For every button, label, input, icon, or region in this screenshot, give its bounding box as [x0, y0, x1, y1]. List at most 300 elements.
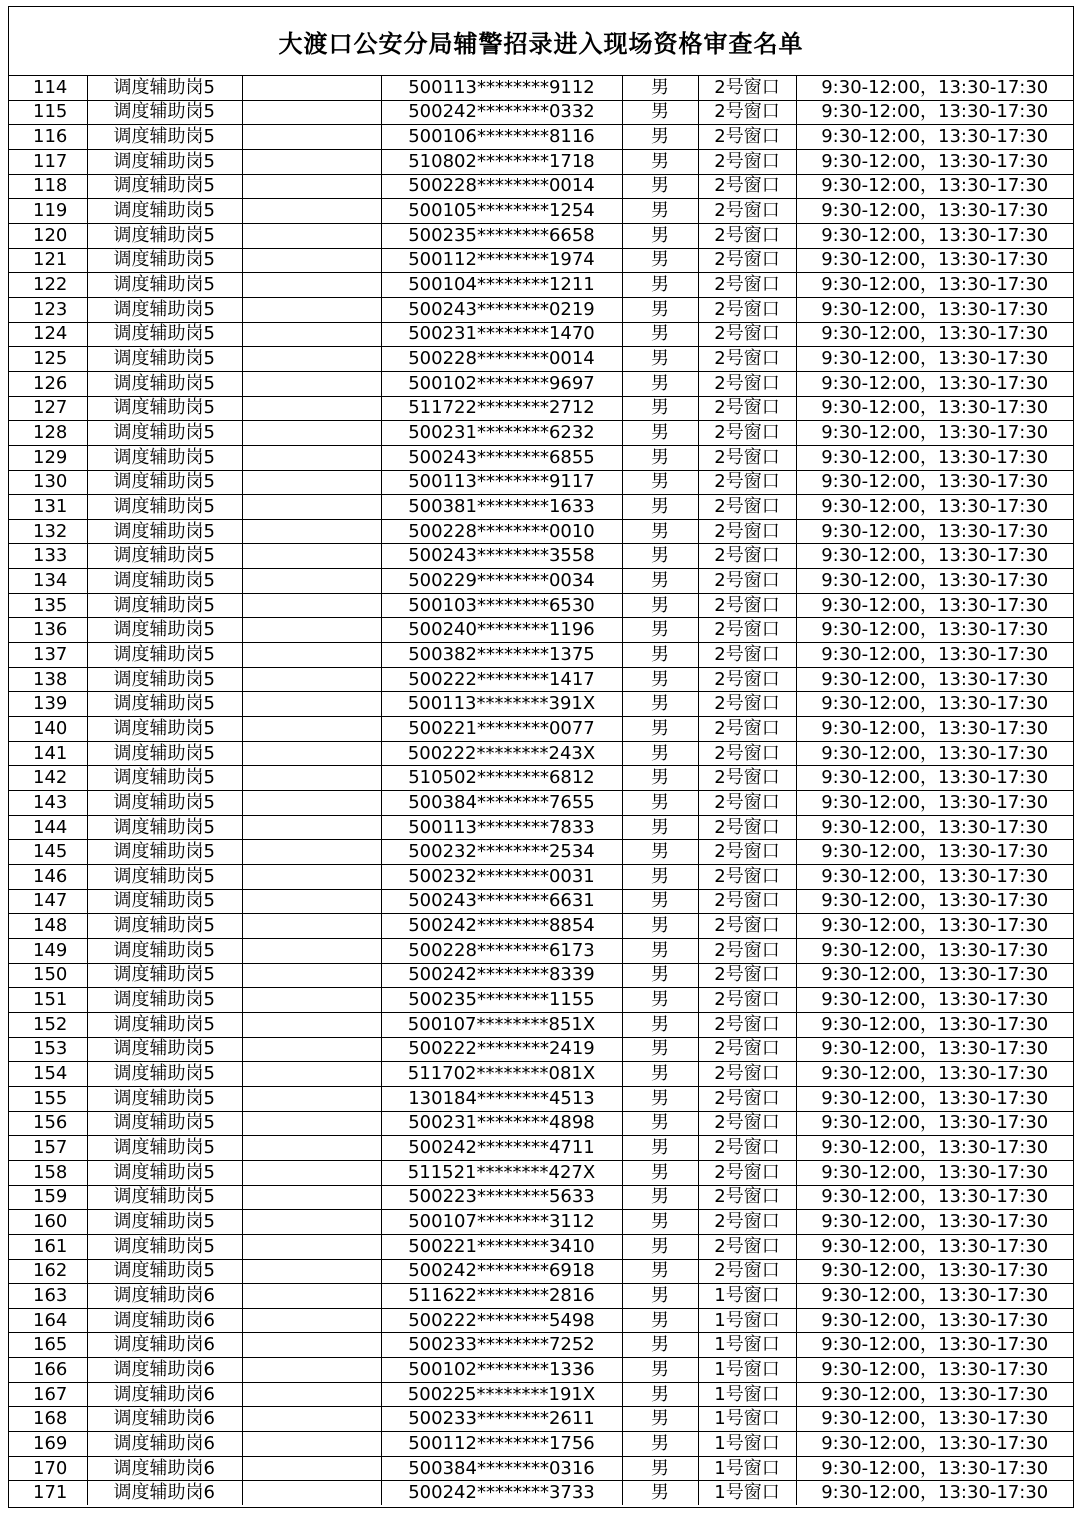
row-number-cell: 121	[9, 248, 87, 273]
window-cell: 2号窗口	[698, 1210, 796, 1235]
blank-cell	[242, 1210, 381, 1235]
row-number-cell: 136	[9, 618, 87, 643]
blank-cell	[242, 914, 381, 939]
post-cell: 调度辅助岗5	[87, 667, 242, 692]
blank-cell	[242, 1062, 381, 1087]
post-cell: 调度辅助岗5	[87, 815, 242, 840]
window-cell: 2号窗口	[698, 100, 796, 125]
table-row	[9, 889, 1073, 914]
time-cell: 9:30-12:00，13:30-17:30	[796, 766, 1073, 791]
gender-cell: 男	[622, 396, 698, 421]
table-row	[9, 1234, 1073, 1259]
time-cell: 9:30-12:00，13:30-17:30	[796, 347, 1073, 372]
window-cell: 2号窗口	[698, 322, 796, 347]
gender-cell: 男	[622, 273, 698, 298]
id-number-cell: 500222********1417	[381, 667, 622, 692]
blank-cell	[242, 865, 381, 890]
row-number-cell: 150	[9, 963, 87, 988]
window-cell: 2号窗口	[698, 1111, 796, 1136]
blank-cell	[242, 1185, 381, 1210]
gender-cell: 男	[622, 1382, 698, 1407]
table-row	[9, 840, 1073, 865]
blank-cell	[242, 347, 381, 372]
time-cell: 9:30-12:00，13:30-17:30	[796, 1481, 1073, 1505]
blank-cell	[242, 421, 381, 446]
id-number-cell: 500221********3410	[381, 1234, 622, 1259]
time-cell: 9:30-12:00，13:30-17:30	[796, 938, 1073, 963]
row-number-cell: 149	[9, 938, 87, 963]
table-row	[9, 125, 1073, 150]
time-cell: 9:30-12:00，13:30-17:30	[796, 1037, 1073, 1062]
row-number-cell: 151	[9, 988, 87, 1013]
post-cell: 调度辅助岗5	[87, 618, 242, 643]
id-number-cell: 500382********1375	[381, 643, 622, 668]
post-cell: 调度辅助岗5	[87, 593, 242, 618]
row-number-cell: 146	[9, 865, 87, 890]
post-cell: 调度辅助岗5	[87, 1234, 242, 1259]
window-cell: 2号窗口	[698, 1136, 796, 1161]
roster-table	[9, 76, 1073, 1505]
time-cell: 9:30-12:00，13:30-17:30	[796, 1086, 1073, 1111]
post-cell: 调度辅助岗5	[87, 1185, 242, 1210]
gender-cell: 男	[622, 174, 698, 199]
row-number-cell: 163	[9, 1284, 87, 1309]
table-row	[9, 1407, 1073, 1432]
time-cell: 9:30-12:00，13:30-17:30	[796, 618, 1073, 643]
id-number-cell: 500242********6918	[381, 1259, 622, 1284]
window-cell: 1号窗口	[698, 1481, 796, 1505]
id-number-cell: 500242********8339	[381, 963, 622, 988]
time-cell: 9:30-12:00，13:30-17:30	[796, 1407, 1073, 1432]
post-cell: 调度辅助岗5	[87, 470, 242, 495]
gender-cell: 男	[622, 1185, 698, 1210]
blank-cell	[242, 1481, 381, 1505]
post-cell: 调度辅助岗5	[87, 1062, 242, 1087]
table-row	[9, 149, 1073, 174]
id-number-cell: 500232********2534	[381, 840, 622, 865]
window-cell: 2号窗口	[698, 1185, 796, 1210]
blank-cell	[242, 544, 381, 569]
id-number-cell: 500102********9697	[381, 371, 622, 396]
row-number-cell: 169	[9, 1432, 87, 1457]
blank-cell	[242, 1284, 381, 1309]
table-row	[9, 519, 1073, 544]
id-number-cell: 500242********0332	[381, 100, 622, 125]
gender-cell: 男	[622, 1333, 698, 1358]
post-cell: 调度辅助岗6	[87, 1333, 242, 1358]
row-number-cell: 161	[9, 1234, 87, 1259]
table-row	[9, 865, 1073, 890]
table-row	[9, 1308, 1073, 1333]
blank-cell	[242, 766, 381, 791]
row-number-cell: 132	[9, 519, 87, 544]
table-row	[9, 1037, 1073, 1062]
table-row	[9, 445, 1073, 470]
row-number-cell: 122	[9, 273, 87, 298]
table-row	[9, 248, 1073, 273]
table-row	[9, 569, 1073, 594]
gender-cell: 男	[622, 593, 698, 618]
id-number-cell: 500113********391X	[381, 692, 622, 717]
row-number-cell: 141	[9, 741, 87, 766]
gender-cell: 男	[622, 815, 698, 840]
window-cell: 2号窗口	[698, 174, 796, 199]
time-cell: 9:30-12:00，13:30-17:30	[796, 1185, 1073, 1210]
time-cell: 9:30-12:00，13:30-17:30	[796, 1284, 1073, 1309]
time-cell: 9:30-12:00，13:30-17:30	[796, 1432, 1073, 1457]
window-cell: 1号窗口	[698, 1308, 796, 1333]
row-number-cell: 118	[9, 174, 87, 199]
row-number-cell: 128	[9, 421, 87, 446]
time-cell: 9:30-12:00，13:30-17:30	[796, 396, 1073, 421]
id-number-cell: 500243********6855	[381, 445, 622, 470]
time-cell: 9:30-12:00，13:30-17:30	[796, 1160, 1073, 1185]
blank-cell	[242, 840, 381, 865]
blank-cell	[242, 495, 381, 520]
window-cell: 1号窗口	[698, 1382, 796, 1407]
table-row	[9, 988, 1073, 1013]
blank-cell	[242, 174, 381, 199]
post-cell: 调度辅助岗5	[87, 766, 242, 791]
blank-cell	[242, 1308, 381, 1333]
post-cell: 调度辅助岗6	[87, 1456, 242, 1481]
post-cell: 调度辅助岗5	[87, 963, 242, 988]
row-number-cell: 152	[9, 1012, 87, 1037]
row-number-cell: 124	[9, 322, 87, 347]
row-number-cell: 144	[9, 815, 87, 840]
table-row	[9, 421, 1073, 446]
table-row	[9, 1259, 1073, 1284]
post-cell: 调度辅助岗5	[87, 889, 242, 914]
row-number-cell: 115	[9, 100, 87, 125]
id-number-cell: 500231********4898	[381, 1111, 622, 1136]
table-row	[9, 223, 1073, 248]
id-number-cell: 500113********9112	[381, 76, 622, 100]
time-cell: 9:30-12:00，13:30-17:30	[796, 149, 1073, 174]
gender-cell: 男	[622, 741, 698, 766]
post-cell: 调度辅助岗5	[87, 692, 242, 717]
window-cell: 2号窗口	[698, 815, 796, 840]
gender-cell: 男	[622, 445, 698, 470]
gender-cell: 男	[622, 371, 698, 396]
post-cell: 调度辅助岗5	[87, 988, 242, 1013]
gender-cell: 男	[622, 914, 698, 939]
post-cell: 调度辅助岗5	[87, 347, 242, 372]
window-cell: 2号窗口	[698, 149, 796, 174]
row-number-cell: 120	[9, 223, 87, 248]
blank-cell	[242, 1111, 381, 1136]
table-row	[9, 766, 1073, 791]
id-number-cell: 500235********6658	[381, 223, 622, 248]
post-cell: 调度辅助岗6	[87, 1284, 242, 1309]
window-cell: 2号窗口	[698, 791, 796, 816]
id-number-cell: 500221********0077	[381, 717, 622, 742]
table-row	[9, 717, 1073, 742]
time-cell: 9:30-12:00，13:30-17:30	[796, 1382, 1073, 1407]
gender-cell: 男	[622, 1308, 698, 1333]
time-cell: 9:30-12:00，13:30-17:30	[796, 445, 1073, 470]
blank-cell	[242, 963, 381, 988]
id-number-cell: 500228********0014	[381, 174, 622, 199]
id-number-cell: 500222********2419	[381, 1037, 622, 1062]
id-number-cell: 500231********1470	[381, 322, 622, 347]
post-cell: 调度辅助岗5	[87, 1086, 242, 1111]
time-cell: 9:30-12:00，13:30-17:30	[796, 223, 1073, 248]
blank-cell	[242, 149, 381, 174]
gender-cell: 男	[622, 519, 698, 544]
row-number-cell: 130	[9, 470, 87, 495]
id-number-cell: 500233********2611	[381, 1407, 622, 1432]
id-number-cell: 500105********1254	[381, 199, 622, 224]
post-cell: 调度辅助岗6	[87, 1382, 242, 1407]
post-cell: 调度辅助岗5	[87, 519, 242, 544]
table-row	[9, 1185, 1073, 1210]
row-number-cell: 147	[9, 889, 87, 914]
id-number-cell: 500384********0316	[381, 1456, 622, 1481]
blank-cell	[242, 1160, 381, 1185]
blank-cell	[242, 445, 381, 470]
row-number-cell: 159	[9, 1185, 87, 1210]
id-number-cell: 500228********0010	[381, 519, 622, 544]
window-cell: 2号窗口	[698, 963, 796, 988]
time-cell: 9:30-12:00，13:30-17:30	[796, 174, 1073, 199]
time-cell: 9:30-12:00，13:30-17:30	[796, 865, 1073, 890]
row-number-cell: 123	[9, 297, 87, 322]
id-number-cell: 500243********3558	[381, 544, 622, 569]
table-row	[9, 1086, 1073, 1111]
blank-cell	[242, 1234, 381, 1259]
gender-cell: 男	[622, 1259, 698, 1284]
id-number-cell: 500242********8854	[381, 914, 622, 939]
window-cell: 2号窗口	[698, 495, 796, 520]
window-cell: 2号窗口	[698, 76, 796, 100]
row-number-cell: 114	[9, 76, 87, 100]
post-cell: 调度辅助岗5	[87, 1037, 242, 1062]
window-cell: 2号窗口	[698, 371, 796, 396]
row-number-cell: 126	[9, 371, 87, 396]
id-number-cell: 500242********3733	[381, 1481, 622, 1505]
row-number-cell: 133	[9, 544, 87, 569]
post-cell: 调度辅助岗6	[87, 1308, 242, 1333]
row-number-cell: 156	[9, 1111, 87, 1136]
blank-cell	[242, 938, 381, 963]
id-number-cell: 500112********1756	[381, 1432, 622, 1457]
gender-cell: 男	[622, 1407, 698, 1432]
table-row	[9, 76, 1073, 100]
table-row	[9, 1012, 1073, 1037]
table-row	[9, 1111, 1073, 1136]
row-number-cell: 125	[9, 347, 87, 372]
id-number-cell: 511521********427X	[381, 1160, 622, 1185]
table-row	[9, 643, 1073, 668]
table-row	[9, 1284, 1073, 1309]
post-cell: 调度辅助岗5	[87, 643, 242, 668]
id-number-cell: 500112********1974	[381, 248, 622, 273]
post-cell: 调度辅助岗5	[87, 223, 242, 248]
post-cell: 调度辅助岗5	[87, 1136, 242, 1161]
gender-cell: 男	[622, 1284, 698, 1309]
blank-cell	[242, 396, 381, 421]
time-cell: 9:30-12:00，13:30-17:30	[796, 519, 1073, 544]
post-cell: 调度辅助岗5	[87, 76, 242, 100]
id-number-cell: 500113********7833	[381, 815, 622, 840]
post-cell: 调度辅助岗5	[87, 840, 242, 865]
table-row	[9, 100, 1073, 125]
time-cell: 9:30-12:00，13:30-17:30	[796, 717, 1073, 742]
row-number-cell: 162	[9, 1259, 87, 1284]
window-cell: 2号窗口	[698, 1086, 796, 1111]
time-cell: 9:30-12:00，13:30-17:30	[796, 322, 1073, 347]
gender-cell: 男	[622, 149, 698, 174]
table-row	[9, 371, 1073, 396]
table-row	[9, 174, 1073, 199]
time-cell: 9:30-12:00，13:30-17:30	[796, 125, 1073, 150]
window-cell: 2号窗口	[698, 618, 796, 643]
window-cell: 2号窗口	[698, 421, 796, 446]
row-number-cell: 168	[9, 1407, 87, 1432]
post-cell: 调度辅助岗5	[87, 100, 242, 125]
gender-cell: 男	[622, 692, 698, 717]
gender-cell: 男	[622, 889, 698, 914]
gender-cell: 男	[622, 1456, 698, 1481]
gender-cell: 男	[622, 840, 698, 865]
time-cell: 9:30-12:00，13:30-17:30	[796, 297, 1073, 322]
time-cell: 9:30-12:00，13:30-17:30	[796, 692, 1073, 717]
time-cell: 9:30-12:00，13:30-17:30	[796, 1136, 1073, 1161]
window-cell: 2号窗口	[698, 1012, 796, 1037]
post-cell: 调度辅助岗6	[87, 1481, 242, 1505]
row-number-cell: 140	[9, 717, 87, 742]
time-cell: 9:30-12:00，13:30-17:30	[796, 1210, 1073, 1235]
row-number-cell: 155	[9, 1086, 87, 1111]
row-number-cell: 158	[9, 1160, 87, 1185]
gender-cell: 男	[622, 1136, 698, 1161]
row-number-cell: 143	[9, 791, 87, 816]
window-cell: 1号窗口	[698, 1407, 796, 1432]
id-number-cell: 130184********4513	[381, 1086, 622, 1111]
blank-cell	[242, 470, 381, 495]
blank-cell	[242, 791, 381, 816]
id-number-cell: 510802********1718	[381, 149, 622, 174]
window-cell: 2号窗口	[698, 840, 796, 865]
gender-cell: 男	[622, 1086, 698, 1111]
row-number-cell: 170	[9, 1456, 87, 1481]
window-cell: 2号窗口	[698, 667, 796, 692]
row-number-cell: 154	[9, 1062, 87, 1087]
time-cell: 9:30-12:00，13:30-17:30	[796, 248, 1073, 273]
table-row	[9, 1210, 1073, 1235]
time-cell: 9:30-12:00，13:30-17:30	[796, 1012, 1073, 1037]
id-number-cell: 500228********6173	[381, 938, 622, 963]
table-row	[9, 470, 1073, 495]
blank-cell	[242, 223, 381, 248]
time-cell: 9:30-12:00，13:30-17:30	[796, 1062, 1073, 1087]
table-row	[9, 544, 1073, 569]
blank-cell	[242, 667, 381, 692]
time-cell: 9:30-12:00，13:30-17:30	[796, 791, 1073, 816]
row-number-cell: 139	[9, 692, 87, 717]
table-row	[9, 322, 1073, 347]
post-cell: 调度辅助岗5	[87, 421, 242, 446]
id-number-cell: 500384********7655	[381, 791, 622, 816]
window-cell: 2号窗口	[698, 445, 796, 470]
table-row	[9, 618, 1073, 643]
post-cell: 调度辅助岗5	[87, 717, 242, 742]
window-cell: 2号窗口	[698, 1160, 796, 1185]
window-cell: 2号窗口	[698, 199, 796, 224]
id-number-cell: 500233********7252	[381, 1333, 622, 1358]
time-cell: 9:30-12:00，13:30-17:30	[796, 470, 1073, 495]
gender-cell: 男	[622, 717, 698, 742]
table-row	[9, 1481, 1073, 1505]
id-number-cell: 500102********1336	[381, 1358, 622, 1383]
time-cell: 9:30-12:00，13:30-17:30	[796, 421, 1073, 446]
post-cell: 调度辅助岗5	[87, 199, 242, 224]
window-cell: 2号窗口	[698, 717, 796, 742]
table-row	[9, 273, 1073, 298]
post-cell: 调度辅助岗5	[87, 273, 242, 298]
gender-cell: 男	[622, 865, 698, 890]
post-cell: 调度辅助岗5	[87, 914, 242, 939]
blank-cell	[242, 643, 381, 668]
window-cell: 2号窗口	[698, 766, 796, 791]
blank-cell	[242, 1382, 381, 1407]
id-number-cell: 500235********1155	[381, 988, 622, 1013]
table-row	[9, 667, 1073, 692]
table-row	[9, 1062, 1073, 1087]
time-cell: 9:30-12:00，13:30-17:30	[796, 1456, 1073, 1481]
window-cell: 2号窗口	[698, 938, 796, 963]
blank-cell	[242, 297, 381, 322]
blank-cell	[242, 273, 381, 298]
blank-cell	[242, 618, 381, 643]
row-number-cell: 157	[9, 1136, 87, 1161]
window-cell: 2号窗口	[698, 692, 796, 717]
id-number-cell: 500113********9117	[381, 470, 622, 495]
post-cell: 调度辅助岗5	[87, 445, 242, 470]
time-cell: 9:30-12:00，13:30-17:30	[796, 544, 1073, 569]
blank-cell	[242, 1259, 381, 1284]
gender-cell: 男	[622, 248, 698, 273]
window-cell: 2号窗口	[698, 914, 796, 939]
table-row	[9, 1382, 1073, 1407]
id-number-cell: 500225********191X	[381, 1382, 622, 1407]
gender-cell: 男	[622, 199, 698, 224]
window-cell: 2号窗口	[698, 396, 796, 421]
time-cell: 9:30-12:00，13:30-17:30	[796, 371, 1073, 396]
id-number-cell: 500231********6232	[381, 421, 622, 446]
time-cell: 9:30-12:00，13:30-17:30	[796, 988, 1073, 1013]
gender-cell: 男	[622, 618, 698, 643]
row-number-cell: 164	[9, 1308, 87, 1333]
blank-cell	[242, 1432, 381, 1457]
gender-cell: 男	[622, 470, 698, 495]
gender-cell: 男	[622, 988, 698, 1013]
gender-cell: 男	[622, 347, 698, 372]
table-row	[9, 1456, 1073, 1481]
window-cell: 2号窗口	[698, 297, 796, 322]
table-row	[9, 791, 1073, 816]
blank-cell	[242, 1086, 381, 1111]
table-row	[9, 914, 1073, 939]
time-cell: 9:30-12:00，13:30-17:30	[796, 1333, 1073, 1358]
id-number-cell: 500104********1211	[381, 273, 622, 298]
window-cell: 2号窗口	[698, 741, 796, 766]
window-cell: 1号窗口	[698, 1284, 796, 1309]
blank-cell	[242, 125, 381, 150]
post-cell: 调度辅助岗6	[87, 1358, 242, 1383]
gender-cell: 男	[622, 544, 698, 569]
